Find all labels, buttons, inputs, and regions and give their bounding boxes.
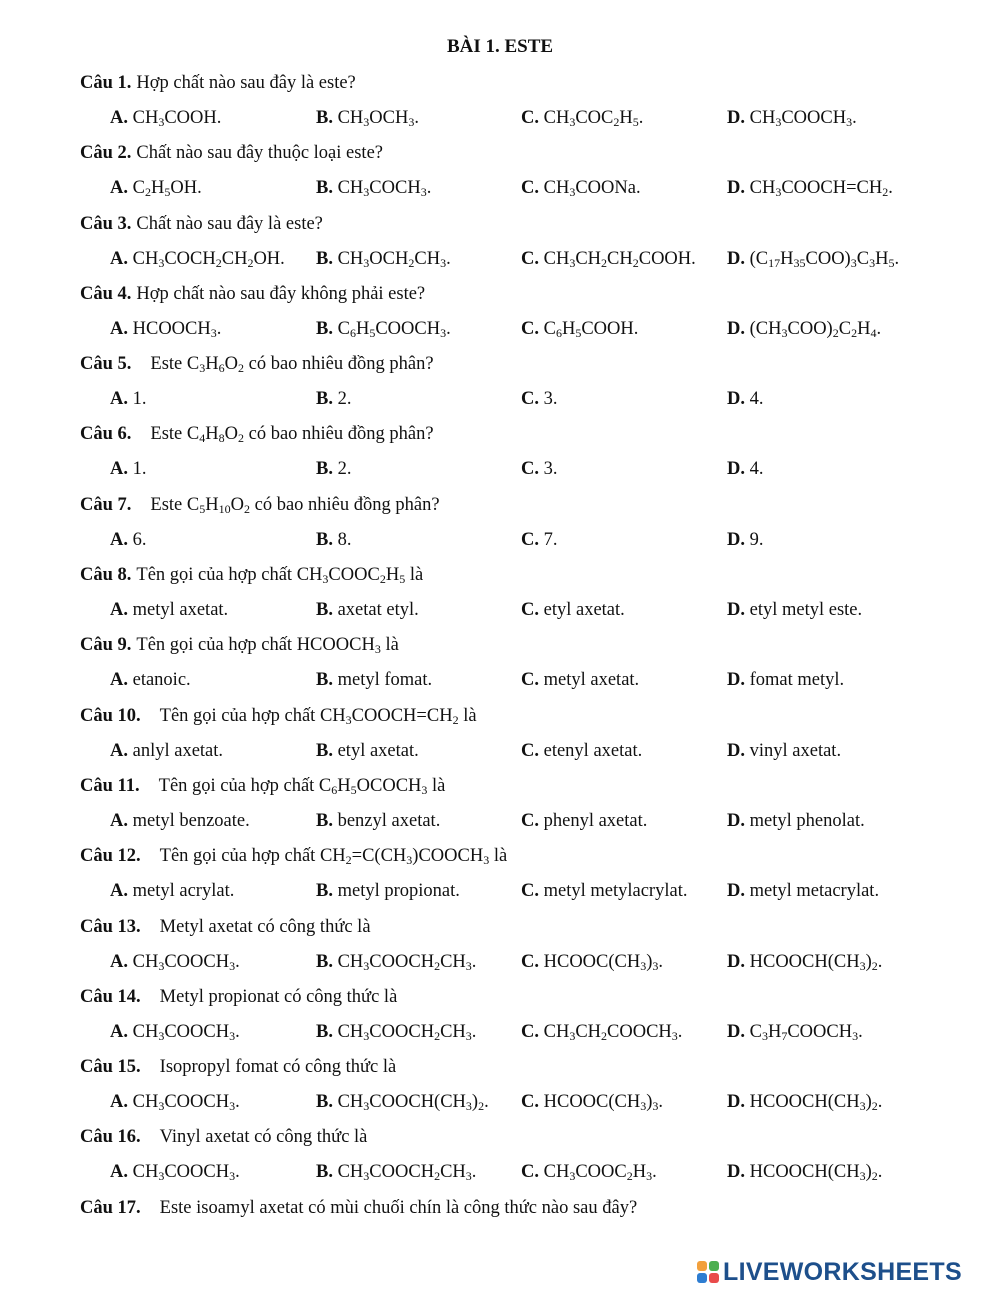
answer-option-d [727,246,899,272]
question-number: Câu 12. [80,846,141,867]
option-text: $HCOOCH(CH_3)_2$. [749,951,883,973]
liveworksheets-logo [697,1255,962,1289]
question-stem [80,914,970,949]
option-letter: B. [316,810,333,831]
option-text: $CH_3COOCH(CH_3)_2$. [337,1092,489,1114]
logo-square [709,1273,719,1283]
answer-option-c [521,527,558,553]
answer-option-b [316,527,351,553]
option-letter: C. [521,529,539,550]
answer-option-c [521,386,558,412]
question-stem [80,140,970,175]
option-letter: C. [521,389,539,410]
option-letter: B. [316,1162,333,1183]
option-text: $CH_3OCH_2CH_3$. [337,248,451,270]
option-letter: A. [110,318,128,339]
option-letter: A. [110,881,128,902]
option-text: fomat metyl. [749,670,845,691]
answer-options [80,667,970,702]
answer-option-d [727,175,893,201]
option-letter: D. [727,1162,745,1183]
answer-option-c [521,1019,682,1045]
option-text: 8. [337,529,352,550]
question-text: Hợp chất nào sau đây không phải este? [136,283,426,304]
option-letter: C. [521,318,539,339]
option-text: $CH_3COOCH_3$. [132,1162,240,1184]
option-text: $(CH_3COO)_2C_2H_4$. [749,318,882,340]
option-letter: B. [316,389,333,410]
option-text: 6. [132,529,147,550]
option-letter: C. [521,1162,539,1183]
answer-option-b [316,456,351,482]
answer-options [80,246,970,281]
question-text: Este isoamyl axetat có mùi chuối chín là công thức nào sau đây? [159,1197,638,1218]
question-5 [80,351,970,421]
option-letter: C. [521,459,539,480]
question-stem [80,984,970,1019]
question-stem [80,421,970,456]
logo-square [709,1261,719,1271]
answer-option-c [521,597,625,623]
option-text: metyl benzoate. [132,810,250,831]
option-letter: A. [110,810,128,831]
option-letter: D. [727,459,745,480]
option-letter: A. [110,248,128,269]
answer-options [80,878,970,913]
answer-option-a [110,386,147,412]
question-2 [80,140,970,210]
question-6 [80,421,970,491]
answer-option-c [521,246,696,272]
option-letter: D. [727,1092,745,1113]
option-letter: A. [110,1092,128,1113]
liveworksheets-logo-icon [697,1261,719,1283]
option-letter: D. [727,248,745,269]
option-text: $CH_3COCH_3$. [337,178,432,200]
question-stem [80,703,970,738]
option-letter: B. [316,881,333,902]
answer-option-a [110,667,191,693]
answer-option-b [316,246,451,272]
option-letter: D. [727,529,745,550]
answer-option-d [727,316,881,342]
option-letter: D. [727,600,745,621]
option-text: metyl acrylat. [132,881,235,902]
answer-option-a [110,1019,240,1045]
option-letter: B. [316,318,333,339]
option-letter: B. [316,529,333,550]
question-text: Metyl axetat có công thức là [159,916,371,937]
question-number: Câu 5. [80,354,132,375]
option-text: $CH_3COOCH_3$. [132,1021,240,1043]
answer-options [80,738,970,773]
option-text: etenyl axetat. [543,740,643,761]
question-number: Câu 10. [80,705,141,726]
question-text: Tên gọi của hợp chất $CH_3COOC_2H_5$ là [136,565,424,587]
option-letter: A. [110,389,128,410]
answer-option-d [727,949,882,975]
question-text: Tên gọi của hợp chất $C_6H_5OCOCH_3$ là [158,775,446,797]
answer-option-c [521,808,647,834]
answer-option-d [727,1159,882,1185]
answer-option-c [521,1159,657,1185]
option-text: 3. [543,459,558,480]
answer-option-a [110,527,147,553]
option-text: $(C_{17}H_{35}COO)_3C_3H_5$. [749,248,900,270]
option-letter: C. [521,600,539,621]
answer-option-b [316,316,451,342]
question-3 [80,211,970,281]
option-letter: A. [110,600,128,621]
option-letter: C. [521,810,539,831]
page-title: BÀI 1. ESTE [446,36,554,57]
option-text: $CH_3COCH_2CH_2OH$. [132,248,285,270]
answer-option-a [110,105,221,131]
option-text: metyl metacrylat. [749,881,880,902]
option-text: 3. [543,389,558,410]
option-text: $HCOOC(CH_3)_3$. [543,951,664,973]
question-number: Câu 11. [80,775,140,796]
answer-option-a [110,738,223,764]
option-letter: C. [521,670,539,691]
answer-options [80,1089,970,1124]
answer-options [80,456,970,491]
option-text: $HCOOC(CH_3)_3$. [543,1092,664,1114]
option-letter: D. [727,178,745,199]
question-stem [80,70,970,105]
answer-options [80,949,970,984]
question-number: Câu 15. [80,1057,141,1078]
answer-option-b [316,1019,476,1045]
question-11 [80,773,970,843]
option-text: $HCOOCH_3$. [132,318,222,340]
question-list [80,70,970,1265]
option-text: vinyl axetat. [749,740,842,761]
option-letter: B. [316,459,333,480]
option-text: 4. [749,459,764,480]
answer-option-a [110,175,202,201]
question-1 [80,70,970,140]
option-text: $CH_3COOCH_3$. [132,1092,240,1114]
answer-option-b [316,105,419,131]
answer-option-b [316,808,440,834]
question-number: Câu 3. [80,213,132,234]
option-letter: C. [521,1092,539,1113]
answer-option-d [727,527,764,553]
option-text: metyl axetat. [132,600,229,621]
question-14 [80,984,970,1054]
option-text: etyl metyl este. [749,600,863,621]
answer-option-c [521,738,642,764]
question-stem [80,351,970,386]
option-letter: B. [316,670,333,691]
question-number: Câu 6. [80,424,132,445]
question-text: Vinyl axetat có công thức là [159,1127,368,1148]
answer-option-d [727,386,764,412]
answer-options [80,175,970,210]
question-number: Câu 14. [80,986,141,1007]
option-text: $CH_3COOCH=CH_2$. [749,178,893,200]
option-text: axetat etyl. [337,600,419,621]
question-text: Este $C_4H_8O_2$ có bao nhiêu đồng phân? [150,424,434,446]
answer-option-d [727,878,879,904]
question-text: Chất nào sau đây là este? [136,213,323,234]
question-stem [80,773,970,808]
question-16 [80,1124,970,1194]
answer-option-c [521,667,639,693]
question-stem [80,632,970,667]
option-letter: D. [727,1021,745,1042]
option-text: 1. [132,389,147,410]
option-text: anlyl axetat. [132,740,224,761]
question-text: Tên gọi của hợp chất $CH_3COOCH=CH_2$ là [159,705,477,727]
option-letter: D. [727,318,745,339]
question-number: Câu 4. [80,283,132,304]
option-text: $CH_3COOH$. [132,108,222,129]
option-letter: D. [727,810,745,831]
option-letter: A. [110,1021,128,1042]
question-10 [80,703,970,773]
answer-option-a [110,597,228,623]
question-number: Câu 16. [80,1127,141,1148]
option-letter: D. [727,108,745,128]
answer-option-d [727,808,865,834]
answer-options [80,386,970,421]
question-15 [80,1054,970,1124]
option-text: etyl axetat. [337,740,419,761]
question-text: Hợp chất nào sau đây là este? [136,73,356,93]
question-number: Câu 2. [80,143,132,164]
question-13 [80,914,970,984]
question-text: Este $C_3H_6O_2$ có bao nhiêu đồng phân? [150,354,434,376]
answer-options [80,597,970,632]
option-letter: D. [727,389,745,410]
answer-option-a [110,878,234,904]
option-letter: B. [316,178,333,199]
option-text: etanoic. [132,670,191,691]
question-number: Câu 1. [80,73,132,93]
option-letter: C. [521,178,539,199]
answer-option-c [521,1089,663,1115]
option-letter: D. [727,881,745,902]
question-stem [80,281,970,316]
answer-option-b [316,597,419,623]
answer-option-b [316,667,432,693]
answer-option-a [110,246,285,272]
option-text: $CH_3COOC_2H_3$. [543,1162,657,1184]
answer-option-b [316,386,351,412]
option-text: $C_2H_5OH$. [132,178,202,200]
option-letter: B. [316,1021,333,1042]
option-text: metyl metylacrylat. [543,881,688,902]
question-number: Câu 7. [80,494,132,515]
option-text: $CH_3CH_2COOCH_3$. [543,1021,683,1043]
option-text: 4. [749,389,764,410]
option-text: $CH_3COOCH_2CH_3$. [337,1021,477,1043]
option-letter: D. [727,951,745,972]
question-text: Chất nào sau đây thuộc loại este? [136,143,383,164]
option-text: phenyl axetat. [543,810,648,831]
answer-option-b [316,738,419,764]
option-letter: B. [316,108,333,128]
option-text: $CH_3COOCH_3$. [749,108,857,129]
option-letter: C. [521,740,539,761]
option-text: 2. [337,389,352,410]
answer-option-b [316,878,460,904]
answer-option-c [521,949,663,975]
option-letter: D. [727,670,745,691]
question-8 [80,562,970,632]
option-text: metyl propionat. [337,881,460,902]
option-text: $HCOOCH(CH_3)_2$. [749,1162,883,1184]
option-letter: D. [727,740,745,761]
question-stem [80,211,970,246]
question-stem [80,1124,970,1159]
option-text: benzyl axetat. [337,810,441,831]
answer-option-d [727,667,844,693]
answer-option-b [316,175,431,201]
question-number: Câu 17. [80,1197,141,1218]
option-text: 7. [543,529,558,550]
option-letter: C. [521,1021,539,1042]
question-number: Câu 9. [80,635,132,656]
option-letter: C. [521,248,539,269]
question-stem [80,492,970,527]
option-letter: B. [316,951,333,972]
question-text: Isopropyl fomat có công thức là [159,1057,397,1078]
question-text: Este $C_5H_{10}O_2$ có bao nhiêu đồng phân? [150,494,440,516]
question-text: Metyl propionat có công thức là [159,986,398,1007]
question-stem [80,1054,970,1089]
answer-option-d [727,1089,882,1115]
option-letter: A. [110,108,128,128]
answer-option-a [110,1159,240,1185]
option-text: metyl fomat. [337,670,433,691]
answer-options [80,808,970,843]
option-letter: A. [110,740,128,761]
option-text: $CH_3OCH_3$. [337,108,419,129]
option-text: 9. [749,529,764,550]
logo-square [697,1261,707,1271]
option-letter: A. [110,459,128,480]
question-4 [80,281,970,351]
logo-text: LIVEWORKSHEETS [723,1257,962,1286]
answer-option-a [110,316,221,342]
option-text: $C_6H_5COOCH_3$. [337,318,451,340]
option-letter: C. [521,108,539,128]
question-9 [80,632,970,702]
answer-option-b [316,949,476,975]
option-text: $CH_3COC_2H_5$. [543,108,644,129]
answer-option-b [316,1159,476,1185]
option-letter: C. [521,951,539,972]
option-text: $CH_3COOCH_2CH_3$. [337,951,477,973]
answer-option-a [110,1089,240,1115]
option-letter: A. [110,529,128,550]
answer-option-a [110,808,250,834]
question-text: Tên gọi của hợp chất $HCOOCH_3$ là [136,635,399,657]
answer-option-c [521,456,558,482]
answer-option-c [521,878,687,904]
option-text: $C_6H_5COOH$. [543,318,639,340]
option-text: 1. [132,459,147,480]
option-letter: B. [316,740,333,761]
answer-option-d [727,738,841,764]
question-stem [80,562,970,597]
option-text: $CH_3COOCH_3$. [132,951,240,973]
answer-options [80,527,970,562]
answer-options [80,105,970,140]
option-letter: A. [110,1162,128,1183]
answer-option-c [521,105,643,131]
answer-options [80,316,970,351]
logo-square [697,1273,707,1283]
question-number: Câu 13. [80,916,141,937]
option-text: $HCOOCH(CH_3)_2$. [749,1092,883,1114]
option-text: etyl axetat. [543,600,625,621]
option-letter: C. [521,881,539,902]
answer-options [80,1159,970,1194]
answer-option-d [727,1019,863,1045]
question-number: Câu 8. [80,565,132,586]
answer-option-d [727,456,764,482]
answer-option-d [727,105,857,131]
answer-option-b [316,1089,489,1115]
answer-option-d [727,597,862,623]
question-12 [80,843,970,913]
answer-option-c [521,175,641,201]
option-letter: A. [110,951,128,972]
option-letter: A. [110,670,128,691]
option-text: $C_3H_7COOCH_3$. [749,1021,863,1043]
question-7 [80,492,970,562]
question-text: Tên gọi của hợp chất $CH_2=C(CH_3)COOCH_3$ là [159,846,508,868]
option-letter: A. [110,178,128,199]
question-stem [80,1195,970,1230]
answer-options [80,1019,970,1054]
answer-option-c [521,316,638,342]
question-stem [80,843,970,878]
option-text: metyl axetat. [543,670,640,691]
option-letter: B. [316,248,333,269]
option-letter: B. [316,600,333,621]
answer-option-a [110,456,147,482]
option-text: $CH_3CH_2CH_2COOH$. [543,248,696,270]
option-text: metyl phenolat. [749,810,865,831]
option-text: $CH_3COONa$. [543,178,641,200]
option-text: $CH_3COOCH_2CH_3$. [337,1162,477,1184]
answer-option-a [110,949,240,975]
option-text: 2. [337,459,352,480]
option-letter: B. [316,1092,333,1113]
